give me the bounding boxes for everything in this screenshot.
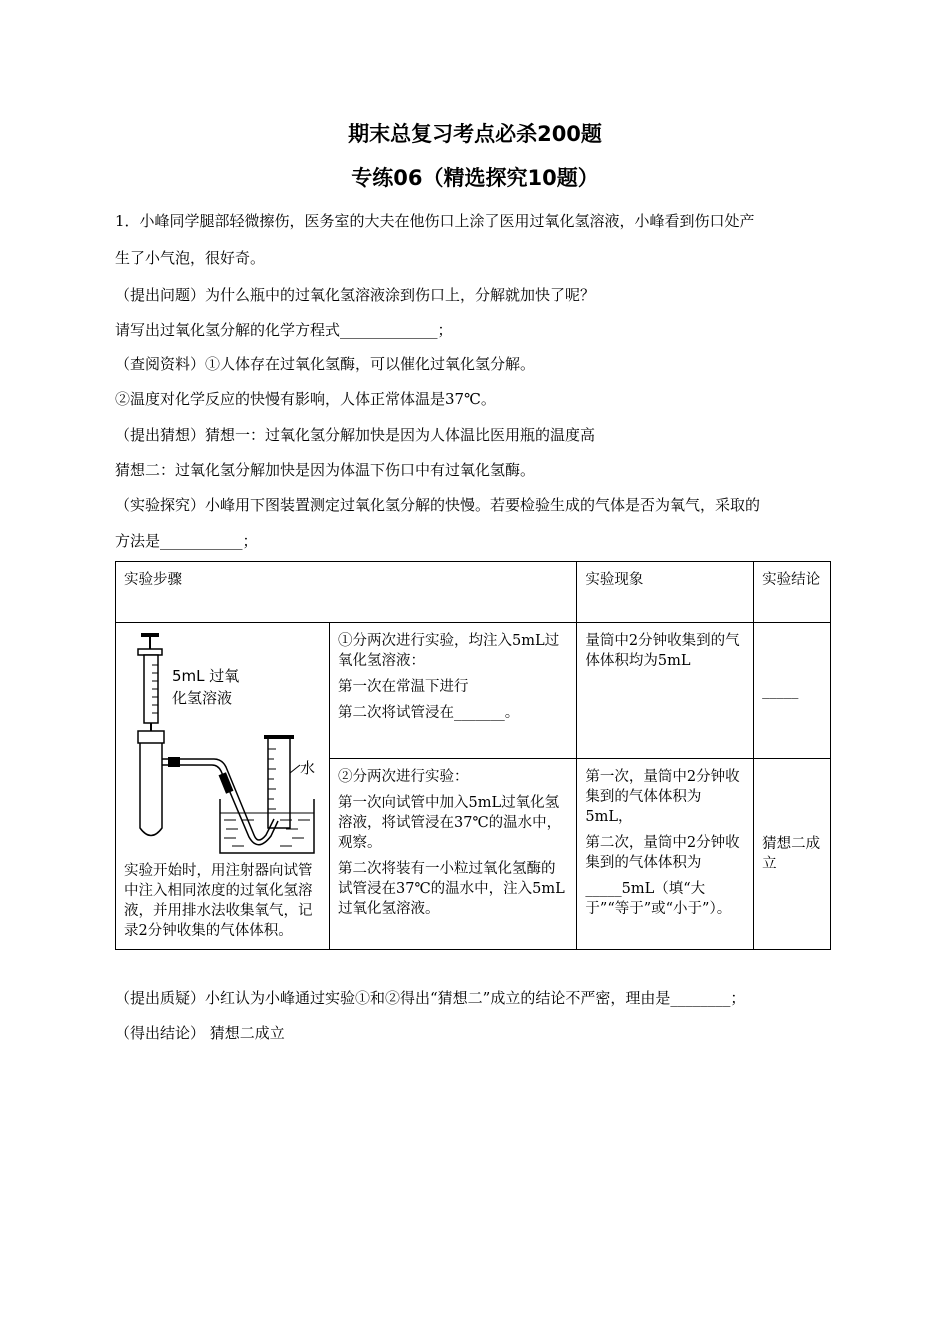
question-conclusion: （得出结论） 猜想二成立 <box>115 1024 285 1042</box>
test-tube <box>140 743 162 836</box>
experiment-table <box>115 561 831 950</box>
delivery-tube <box>162 759 274 840</box>
tube-connector-2 <box>219 772 234 794</box>
syringe-label-line2: 化氢溶液 <box>172 689 233 707</box>
water-label: 水 <box>300 759 316 777</box>
row2-phen-c: _____5mL（填“大于”“等于”或“小于”）。 <box>585 881 732 917</box>
row1-phenomenon: 量筒中2分钟收集到的气体体积均为5mL <box>577 623 754 759</box>
row1-step-b: 第一次在常温下进行 <box>338 679 469 695</box>
row2-phen-a: 第一次，量筒中2分钟收集到的气体体积为5mL， <box>585 769 740 825</box>
row2-step-b: 第一次向试管中加入5mL过氧化氢溶液，将试管浸在37℃的温水中，观察。 <box>338 795 562 851</box>
table-row <box>116 623 831 759</box>
question-reference-2: ②温度对化学反应的快慢有影响，人体正常体温是37℃。 <box>115 390 496 408</box>
syringe-plunger-cap <box>141 633 159 637</box>
header-steps: 实验步骤 <box>116 562 577 623</box>
question-explore-line1: （实验探究）小峰用下图装置测定过氧化氢分解的快慢。若要检验生成的气体是否为氧气，采取的 <box>115 496 761 514</box>
row2-phenomenon <box>577 759 754 950</box>
question-intro-line2: 生了小气泡，很好奇。 <box>115 249 266 267</box>
question-guess-2: 猜想二：过氧化氢分解加快是因为体温下伤口中有过氧化氢酶。 <box>115 461 536 479</box>
question-intro-line1: 1．小峰同学腿部轻微擦伤，医务室的大夫在他伤口上涂了医用过氧化氢溶液，小峰看到伤口处产 <box>115 212 755 230</box>
water-label-pointer <box>290 765 300 773</box>
row1-conclusion: _____ <box>754 623 831 759</box>
page-subtitle: 专练06（精选探究10题） <box>351 166 599 190</box>
measuring-cylinder <box>268 739 290 828</box>
question-reference-1: （查阅资料）①人体存在过氧化氢酶，可以催化过氧化氢分解。 <box>115 355 536 373</box>
question-guess-1: （提出猜想）猜想一：过氧化氢分解加快是因为人体温比医用瓶的温度高 <box>115 426 596 444</box>
tube-connector <box>168 757 180 767</box>
table-header-row <box>116 562 831 623</box>
question-explore-line2: 方法是___________； <box>115 532 258 550</box>
question-doubt: （提出质疑）小红认为小峰通过实验①和②得出“猜想二”成立的结论不严密，理由是________； <box>115 989 746 1007</box>
row1-step-c: 第二次将试管浸在_______。 <box>338 705 520 721</box>
apparatus-diagram <box>116 623 329 855</box>
syringe-label-line1: 5mL 过氧 <box>172 667 240 685</box>
header-phenomenon: 实验现象 <box>577 562 754 623</box>
apparatus-caption: 实验开始时，用注射器向试管中注入相同浓度的过氧化氢溶液，并用排水法收集氧气，记录2分钟收集的气体体积。 <box>124 863 313 939</box>
row2-step-c: 第二次将装有一小粒过氧化氢酶的试管浸在37℃的温水中，注入5mL过氧化氢溶液。 <box>338 861 565 917</box>
row1-step-a: ①分两次进行实验，均注入5mL过氧化氢溶液： <box>338 633 560 669</box>
cylinder-base <box>264 735 294 739</box>
cylinder-scale <box>268 749 276 809</box>
water-trough <box>220 799 314 853</box>
syringe-plunger-grip <box>138 649 162 655</box>
row1-steps <box>330 623 577 759</box>
apparatus-cell <box>116 623 330 950</box>
row2-step-a: ②分两次进行实验： <box>338 769 469 785</box>
question-equation: 请写出过氧化氢分解的化学方程式_____________； <box>115 321 453 339</box>
row2-conclusion: 猜想二成立 <box>754 759 831 950</box>
row2-phen-b: 第二次，量筒中2分钟收集到的气体体积为 <box>585 835 740 871</box>
rubber-stopper <box>138 731 164 743</box>
question-problem: （提出问题）为什么瓶中的过氧化氢溶液涂到伤口上，分解就加快了呢？ <box>115 286 596 304</box>
page-title: 期末总复习考点必杀200题 <box>348 122 602 146</box>
row2-steps <box>330 759 577 950</box>
header-conclusion: 实验结论 <box>754 562 831 623</box>
